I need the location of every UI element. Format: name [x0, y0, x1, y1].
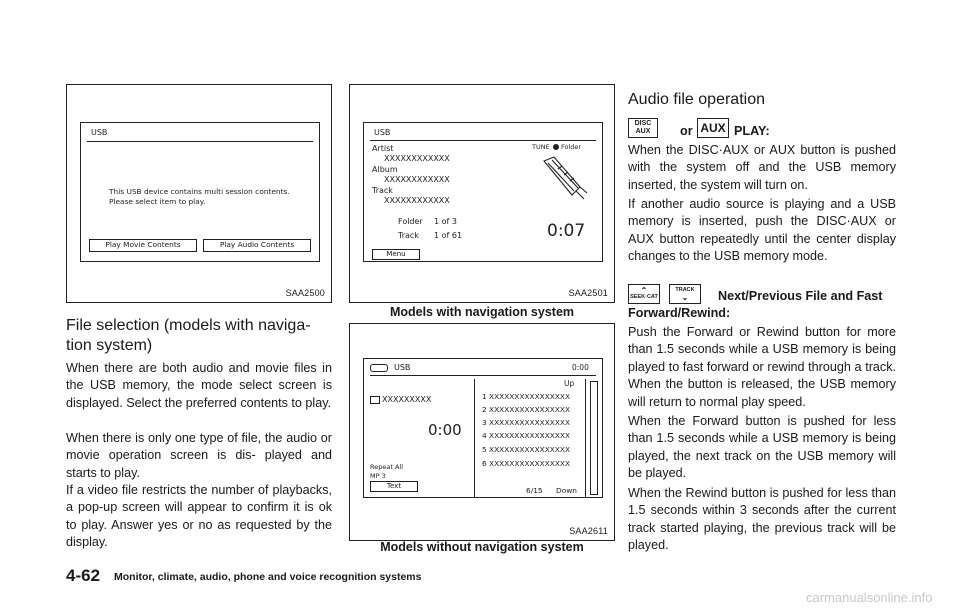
- folder-tag: Folder: [561, 143, 582, 151]
- right-paragraph-3: Push the Forward or Rewind button for more than 1.5 seconds while a USB memory is being played to fast forward or rewind through a track. When the button is released, the USB memory will return to normal play speed.: [628, 325, 896, 409]
- figure-code: SAA2501: [568, 288, 608, 298]
- play-label: PLAY:: [734, 124, 770, 138]
- track2-label: Track: [398, 231, 419, 240]
- right-paragraph-5: When the Rewind button is pushed for less than 1.5 seconds within 3 seconds after the current track started playing, the previous track will be played.: [628, 486, 896, 553]
- file-format: MP 3: [370, 472, 386, 480]
- screen-title: USB: [394, 363, 411, 372]
- left-paragraph-3: If a video file restricts the number of playbacks, a pop-up screen will appear to confirm it is ok to play. Answer yes or no as requested by the display.: [66, 483, 332, 550]
- left-paragraph-1: When there are both audio and movie files in the USB memory, the mode select screen is displayed. Select the preferred contents to play.: [66, 361, 332, 410]
- folder-value: 1 of 3: [434, 217, 457, 226]
- section-heading-line-1: File selection (models with naviga-: [66, 317, 311, 334]
- figure-caption: Models with navigation system: [389, 305, 575, 319]
- left-paragraph-2: When there is only one type of file, the audio or movie operation screen is dis- played and starts to play.: [66, 431, 332, 480]
- aux-label: AUX: [635, 128, 651, 135]
- watermark: carmanualsonline.info: [806, 590, 933, 605]
- right-paragraph-1: When the DISC·AUX or AUX button is pushed with the system off and the USB memory inserted, the system will turn on.: [628, 143, 896, 192]
- list-item[interactable]: 1 XXXXXXXXXXXXXXXX: [482, 392, 571, 401]
- page-number: 4-62: [66, 566, 101, 585]
- track-value: XXXXXXXXXXXX: [384, 196, 450, 205]
- list-down[interactable]: Down: [556, 486, 577, 495]
- or-text: or: [680, 124, 693, 138]
- right-paragraph-4: When the Forward button is pushed for less than 1.5 seconds while a USB memory is being played, the next track on the USB memory will be played.: [628, 414, 896, 481]
- page-indicator: 6/15: [526, 486, 543, 495]
- usb-list-screen: [363, 358, 603, 498]
- folder-name: XXXXXXXXX: [382, 395, 432, 404]
- list-item[interactable]: 5 XXXXXXXXXXXXXXXX: [482, 445, 571, 454]
- list-up[interactable]: Up: [564, 379, 575, 388]
- elapsed-time: 0:00: [428, 421, 462, 439]
- track-label: TRACK: [675, 287, 695, 293]
- usb-nav-screen: [363, 122, 603, 262]
- album-label: Album: [372, 165, 398, 174]
- tune-label: TUNE: [532, 143, 550, 151]
- section-footer: Monitor, climate, audio, phone and voice recognition systems: [114, 571, 422, 583]
- right-paragraph-2: If another audio source is playing and a USB memory is inserted, push the DISC·AUX or AUX button repeatedly until the center display changes to the USB memory mode.: [628, 197, 896, 264]
- message-line-2: Please select item to play.: [109, 197, 206, 206]
- play-movie-button[interactable]: Play Movie Contents: [89, 239, 197, 252]
- screen-divider: [87, 141, 313, 142]
- scrollbar[interactable]: [590, 381, 598, 495]
- list-item[interactable]: 2 XXXXXXXXXXXXXXXX: [482, 405, 571, 414]
- message-line-1: This USB device contains multi session contents.: [109, 187, 290, 196]
- screen-divider: [370, 375, 596, 376]
- list-item[interactable]: 6 XXXXXXXXXXXXXXXX: [482, 459, 571, 468]
- section-heading: Audio file operation: [628, 91, 765, 108]
- repeat-mode: Repeat All: [370, 463, 404, 471]
- artist-label: Artist: [372, 144, 394, 153]
- menu-button[interactable]: Menu: [372, 249, 420, 260]
- figure-saa2611: [349, 323, 615, 541]
- folder-label: Folder: [398, 217, 423, 226]
- album-value: XXXXXXXXXXXX: [384, 175, 450, 184]
- seek-cat-label: SEEK·CAT: [630, 294, 658, 300]
- text-button[interactable]: Text: [370, 481, 418, 492]
- track2-value: 1 of 61: [434, 231, 463, 240]
- clock: 0:00: [572, 363, 589, 372]
- screen-title: USB: [91, 128, 108, 137]
- aux-button-icon: [697, 118, 729, 138]
- down-chevron-icon: ⌄: [681, 293, 689, 302]
- figure-code: SAA2611: [569, 526, 608, 536]
- section-heading-line-2: tion system): [66, 337, 153, 354]
- artist-value: XXXXXXXXXXXX: [384, 154, 450, 163]
- screen-divider: [370, 140, 596, 141]
- elapsed-time: 0:07: [547, 221, 586, 241]
- next-prev-label-2: Forward/Rewind:: [628, 306, 731, 320]
- list-item[interactable]: 3 XXXXXXXXXXXXXXXX: [482, 418, 571, 427]
- figure-saa2501: [349, 84, 615, 303]
- play-audio-button[interactable]: Play Audio Contents: [203, 239, 311, 252]
- track-button-icon: [669, 284, 701, 304]
- figure-caption: Models without navigation system: [380, 540, 584, 554]
- usb-connector-icon: [370, 364, 388, 372]
- disc-label: DISC: [634, 120, 652, 127]
- figure-code: SAA2500: [285, 288, 325, 298]
- aux-btn-label: AUX: [700, 121, 726, 135]
- up-chevron-icon: ⌃: [640, 286, 648, 295]
- figure-saa2500: [66, 84, 332, 303]
- seek-cat-button-icon: [628, 284, 660, 304]
- usb-plug-icon: [540, 153, 590, 201]
- disc-aux-button-icon: [628, 118, 658, 138]
- next-prev-label: Next/Previous File and Fast: [718, 289, 883, 303]
- screen-title: USB: [374, 128, 391, 137]
- usb-select-screen: [80, 122, 320, 262]
- list-item[interactable]: 4 XXXXXXXXXXXXXXXX: [482, 431, 571, 440]
- tune-dot-icon: [553, 144, 559, 150]
- folder-icon: [370, 396, 380, 404]
- track-label: Track: [372, 186, 393, 195]
